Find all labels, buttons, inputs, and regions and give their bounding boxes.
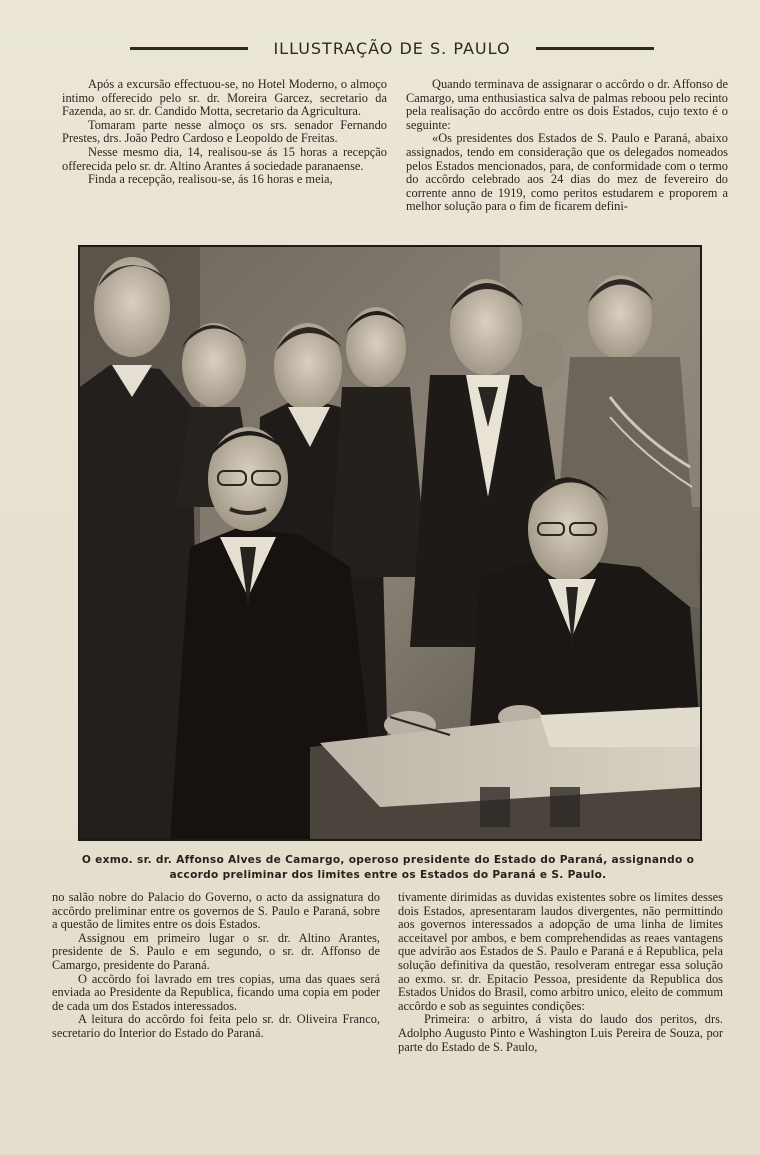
paragraph: Primeira: o arbitro, á vista do laudo dos peritos, drs. Adolpho Augusto Pinto e Washington Luis Pereira de Souza, por parte do Estado de S. Paulo, <box>398 1012 723 1054</box>
photograph <box>78 245 702 841</box>
paragraph: O accôrdo foi lavrado em tres copias, uma das quaes será enviada ao Presidente da Republica, ficando uma copia em poder de cada um dos Estados interessados. <box>52 971 380 1013</box>
paragraph: Nesse mesmo dia, 14, realisou-se ás 15 horas a recepção offerecida pelo sr. dr. Altino Arantes á sociedade paranaense. <box>62 144 387 173</box>
paragraph: Assignou em primeiro lugar o sr. dr. Altino Arantes, presidente de S. Paulo e em segundo, o sr. dr. Affonso de Camargo, presidente do Paraná. <box>52 930 380 972</box>
paragraph: Após a excursão effectuou-se, no Hotel Moderno, o almoço intimo offerecido pelo sr. dr. Moreira Garcez, secretario da Fazenda, ao sr. dr. Candido Motta, secretario da Agricultura. <box>62 77 387 119</box>
header-rule-left <box>130 47 248 50</box>
paragraph: tivamente dirimidas as duvidas existentes sobre os limites desses dois Estados, apresentaram laudos divergentes, não permittindo aos governos interessados a adopção de uma linha de limites acceitavel por ambos, e bem comprehendidas as reaes vantagens que advirão aos Estados de S. Paulo e Paraná e á Republica, pela solução definitiva da questão, resolveram entregar essa solução ao exmo. sr. dr. Epitacio Pessoa, presidente da Republica dos Estados Unidos do Brasil, como arbitro unico, eleito de commum accôrdo e sob as seguintes condições: <box>398 890 723 1013</box>
column-top-right <box>406 78 728 214</box>
paragraph: no salão nobre do Palacio do Governo, o acto da assignatura do accôrdo preliminar entre os governos de S. Paulo e Paraná, sobre a questão de limites entre os dois Estados. <box>52 890 380 932</box>
photo-illustration <box>80 247 700 839</box>
page-title: ILLUSTRAÇÃO DE S. PAULO <box>273 38 511 58</box>
paragraph: Tomaram parte nesse almoço os srs. senador Fernando Prestes, drs. João Pedro Cardoso e Leopoldo de Freitas. <box>62 117 387 146</box>
paragraph: «Os presidentes dos Estados de S. Paulo e Paraná, abaixo assignados, tendo em consideração que os delegados nomeados pelos Estados mencionados, para, de conformidade com o termo do accôrdo celebrado aos 24 dias do mez de fevereiro do corrente anno de 1919, como peritos estudarem e proporem a melhor solução para o fim de ficarem defini- <box>406 131 728 214</box>
running-head <box>130 36 654 60</box>
paragraph: Quando terminava de assignarar o accôrdo o dr. Affonso de Camargo, uma enthusiastica salva de palmas reboou pelo recinto pela realisação do accôrdo entre os dois Estados, cujo texto é o seguinte: <box>406 77 728 132</box>
photo-caption: O exmo. sr. dr. Affonso Alves de Camargo, operoso presidente do Estado do Paraná, assignando o accordo preliminar dos limites entre os Estados do Paraná e S. Paulo. <box>81 854 695 881</box>
paragraph: Finda a recepção, realisou-se, ás 16 horas e meia, <box>88 172 333 187</box>
header-rule-right <box>536 47 654 50</box>
paragraph: A leitura do accôrdo foi feita pelo sr. dr. Oliveira Franco, secretario do Interior do Estado do Paraná. <box>52 1012 380 1040</box>
column-bottom-left <box>52 891 380 1041</box>
column-bottom-right <box>398 891 723 1054</box>
column-top-left <box>62 78 387 187</box>
